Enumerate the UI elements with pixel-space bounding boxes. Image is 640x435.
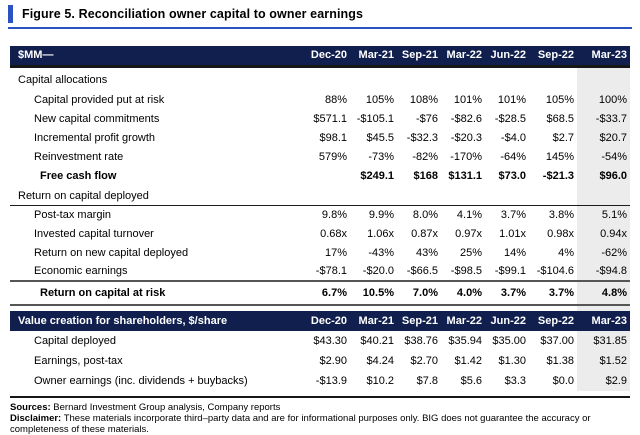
column-header-mar21: Mar-21 [350, 311, 397, 331]
cell-value: $73.0 [498, 169, 526, 182]
cell-value: 108% [409, 93, 438, 106]
cell-value: $96.0 [577, 166, 630, 185]
cell-value: -62% [577, 243, 630, 262]
row-label: Invested capital turnover [34, 227, 154, 240]
cell-value: 105% [545, 93, 574, 106]
sources-line [10, 402, 630, 413]
cell-value: $5.6 [460, 375, 482, 387]
column-header-mar23: Mar-23 [577, 311, 630, 331]
cell-value [529, 185, 577, 205]
row-label: Return on capital deployed [10, 185, 300, 205]
cell-value: $131.1 [448, 169, 482, 182]
cell-value: 0.94x [577, 224, 630, 243]
cell-value: 5.1% [577, 205, 630, 224]
cell-value: -54% [577, 147, 630, 166]
table-row [10, 224, 630, 243]
cell-value: $1.38 [546, 355, 574, 367]
cell-value: -$32.3 [406, 131, 438, 144]
cell-value: $43.30 [313, 335, 347, 347]
cell-value [300, 166, 350, 185]
column-header-jun22: Jun-22 [485, 46, 529, 66]
cell-value: 3.7% [485, 281, 529, 305]
table-row [10, 281, 630, 305]
sources-label: Sources: [10, 402, 51, 413]
cell-value: $35.94 [448, 335, 482, 347]
cell-value [485, 185, 529, 205]
column-header-sep21: Sep-21 [397, 46, 441, 66]
cell-value: $1.42 [454, 355, 482, 367]
row-label: Post-tax margin [34, 208, 112, 221]
cell-value: -$82.6 [450, 112, 482, 125]
cell-value: -$104.6 [536, 265, 574, 277]
cell-value: -$4.0 [500, 131, 526, 144]
table-row [10, 147, 630, 166]
table1-header-label: $MM— [10, 46, 300, 66]
table-row [10, 262, 630, 281]
cell-value: 25% [459, 246, 482, 259]
cell-value: 1.06x [367, 227, 394, 240]
row-label: Capital allocations [18, 74, 108, 86]
table-row [10, 166, 630, 185]
cell-value: -$98.5 [450, 265, 482, 277]
table-row [10, 371, 630, 391]
row-label: Capital provided put at risk [34, 93, 165, 106]
cell-value: 101% [453, 93, 482, 106]
cell-value: 0.68x [320, 227, 347, 240]
column-header-mar22: Mar-22 [441, 311, 485, 331]
table-row [10, 331, 630, 351]
cell-value: 3.7% [500, 208, 526, 221]
cell-value: -170% [450, 150, 482, 163]
cell-value: 10.5% [350, 281, 397, 305]
table1-body [10, 66, 630, 305]
cell-value: 3.8% [548, 208, 574, 221]
cell-value: $2.70 [410, 355, 438, 367]
disclaimer-label: Disclaimer: [10, 413, 62, 424]
column-header-mar23: Mar-23 [577, 46, 630, 66]
cell-value: -82% [412, 150, 438, 163]
cell-value: 14% [503, 246, 526, 259]
cell-value: $40.21 [360, 335, 394, 347]
cell-value: -$33.7 [577, 109, 630, 128]
table-row [10, 90, 630, 109]
cell-value: 105% [365, 93, 394, 106]
column-header-dec20: Dec-20 [300, 311, 350, 331]
cell-value: $249.1 [360, 169, 394, 182]
cell-value: $38.76 [404, 335, 438, 347]
cell-value: 9.9% [368, 208, 394, 221]
reconciliation-table [10, 46, 630, 391]
cell-value [350, 185, 397, 205]
cell-value: 1.01x [499, 227, 526, 240]
cell-value: 9.8% [321, 208, 347, 221]
cell-value: 101% [497, 93, 526, 106]
cell-value: -$20.3 [450, 131, 482, 144]
cell-value: $20.7 [577, 128, 630, 147]
footer [10, 402, 630, 435]
cell-value: 4.8% [577, 281, 630, 305]
table-row [10, 205, 630, 224]
disclaimer-text: These materials incorporate third–party data and are for informational purposes only. BIG does not guarantee the accuracy or completeness of these materials. [10, 413, 591, 435]
cell-value: 4.1% [456, 208, 482, 221]
cell-value: $31.85 [577, 331, 630, 351]
table-row [10, 351, 630, 371]
cell-value: -$76 [415, 112, 438, 125]
cell-value: $98.1 [319, 131, 347, 144]
column-header-jun22: Jun-22 [485, 311, 529, 331]
table-row [10, 243, 630, 262]
column-header-sep21: Sep-21 [397, 311, 441, 331]
table-row [10, 66, 630, 90]
cell-value: $571.1 [313, 112, 347, 125]
cell-value: -43% [368, 246, 394, 259]
table-row [10, 109, 630, 128]
cell-value: $4.24 [366, 355, 394, 367]
cell-value: 145% [545, 150, 574, 163]
row-label: Capital deployed [34, 335, 116, 347]
table2-header-row [10, 311, 630, 331]
row-label: Owner earnings (inc. dividends + buybacks) [34, 375, 248, 387]
cell-value: $68.5 [546, 112, 574, 125]
cell-value: 4% [558, 246, 574, 259]
cell-value: $1.52 [577, 351, 630, 371]
cell-value: $37.00 [540, 335, 574, 347]
row-label: New capital commitments [34, 112, 160, 125]
cell-value: $3.3 [504, 375, 526, 387]
column-header-dec20: Dec-20 [300, 46, 350, 66]
cell-value: $7.8 [416, 375, 438, 387]
cell-value: -$66.5 [406, 265, 438, 277]
cell-value: 88% [324, 93, 347, 106]
row-label: Reinvestment rate [34, 150, 124, 163]
cell-value: $2.9 [577, 371, 630, 391]
sources-text: Bernard Investment Group analysis, Company reports [50, 402, 281, 413]
cell-value: -$13.9 [315, 375, 347, 387]
table2-section [10, 311, 630, 331]
disclaimer-line [10, 413, 630, 435]
table-row [10, 185, 630, 205]
figure-title-row [8, 4, 632, 24]
cell-value: -$20.0 [362, 265, 394, 277]
cell-value: 43% [415, 246, 438, 259]
column-header-sep22: Sep-22 [529, 311, 577, 331]
cell-value [529, 66, 577, 90]
cell-value: -$94.8 [577, 262, 630, 281]
table-row [10, 128, 630, 147]
cell-value [300, 66, 350, 90]
title-accent-bar [8, 5, 13, 23]
cell-value: $2.7 [552, 131, 574, 144]
cell-value [441, 185, 485, 205]
title-underline [8, 27, 632, 29]
row-label: Return on new capital deployed [34, 246, 189, 259]
cell-value: -$21.3 [542, 169, 574, 182]
cell-value [397, 185, 441, 205]
figure-title: Figure 5. Reconciliation owner capital to owner earnings [22, 7, 364, 21]
cell-value [577, 66, 630, 90]
row-label: Economic earnings [34, 265, 128, 277]
cell-value: -$78.1 [315, 265, 347, 277]
cell-value: 8.0% [412, 208, 438, 221]
cell-value: -$99.1 [494, 265, 526, 277]
cell-value: 0.97x [455, 227, 482, 240]
row-label: Earnings, post-tax [34, 355, 123, 367]
column-header-sep22: Sep-22 [529, 46, 577, 66]
cell-value: -64% [500, 150, 526, 163]
cell-value: 17% [324, 246, 347, 259]
cell-value: $35.00 [492, 335, 526, 347]
row-label: Return on capital at risk [10, 281, 300, 305]
cell-value: $2.90 [319, 355, 347, 367]
cell-value: 0.98x [547, 227, 574, 240]
cell-value: 6.7% [300, 281, 350, 305]
cell-value: $1.30 [498, 355, 526, 367]
cell-value [397, 66, 441, 90]
cell-value: $0.0 [552, 375, 574, 387]
table2-body [10, 331, 630, 391]
cell-value: -$28.5 [494, 112, 526, 125]
footer-rule [10, 396, 630, 398]
cell-value: 3.7% [529, 281, 577, 305]
column-header-mar22: Mar-22 [441, 46, 485, 66]
cell-value: 7.0% [397, 281, 441, 305]
cell-value [485, 66, 529, 90]
cell-value: $10.2 [366, 375, 394, 387]
table1-header-row [10, 46, 630, 66]
table2-header-label: Value creation for shareholders, $/share [10, 311, 300, 331]
cell-value: 0.87x [411, 227, 438, 240]
cell-value [350, 66, 397, 90]
cell-value [300, 185, 350, 205]
cell-value: -$105.1 [356, 112, 394, 125]
cell-value [577, 185, 630, 205]
row-label: Incremental profit growth [34, 131, 156, 144]
cell-value: -73% [368, 150, 394, 163]
column-header-mar21: Mar-21 [350, 46, 397, 66]
cell-value: $45.5 [366, 131, 394, 144]
cell-value: 4.0% [441, 281, 485, 305]
cell-value: $168 [413, 169, 438, 182]
cell-value: 100% [577, 90, 630, 109]
cell-value: 579% [318, 150, 347, 163]
cell-value [441, 66, 485, 90]
row-label: Free cash flow [40, 169, 117, 182]
